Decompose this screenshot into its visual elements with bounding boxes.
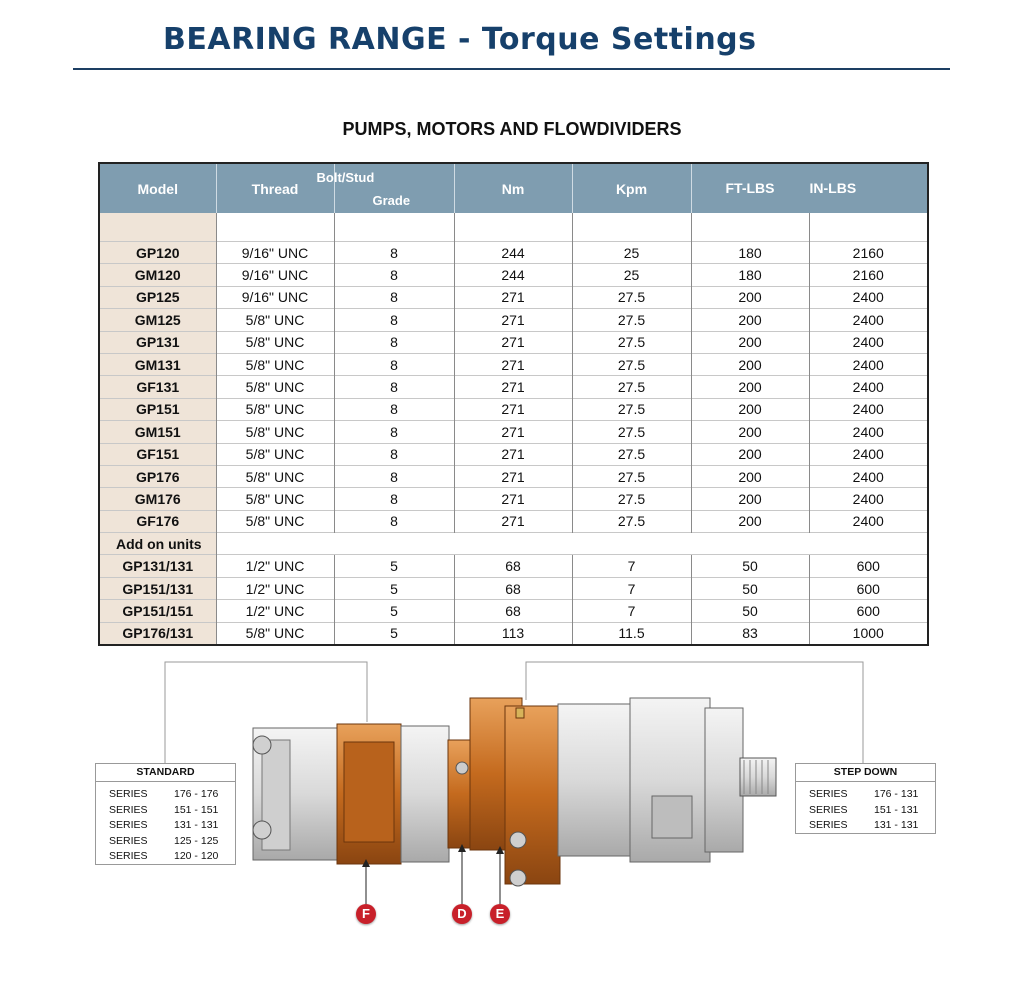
cell-ft: 50: [691, 555, 809, 577]
cell-ft: 200: [691, 510, 809, 532]
cell-in: 2400: [809, 443, 928, 465]
series-row: [796, 818, 935, 834]
cell-nm: 68: [454, 577, 572, 599]
table-row: [99, 309, 928, 331]
column-header-lbs: [691, 163, 928, 213]
table-row: [99, 331, 928, 353]
table-row: [99, 555, 928, 577]
column-header-ft-lbs: FT-LBS: [725, 180, 775, 196]
table-row: [99, 398, 928, 420]
series-row: [96, 834, 235, 850]
cell-nm: 113: [454, 622, 572, 645]
column-header-thread: Thread: [216, 163, 334, 213]
cell-thread: 5/8" UNC: [216, 331, 334, 353]
series-value: 176 - 176: [174, 788, 219, 800]
cell-in: 2400: [809, 286, 928, 308]
cell-ft: 50: [691, 600, 809, 622]
series-value: 131 - 131: [874, 819, 919, 831]
cell-kpm: 27.5: [572, 488, 691, 510]
series-label: SERIES: [809, 803, 848, 816]
cell-ft: 180: [691, 242, 809, 264]
cell-ft: 200: [691, 353, 809, 375]
column-header-in-lbs: IN-LBS: [809, 180, 857, 196]
column-header-grade: Grade: [372, 193, 411, 208]
cell-kpm: 27.5: [572, 421, 691, 443]
title-divider: [73, 68, 950, 70]
cell-thread: 5/8" UNC: [216, 465, 334, 487]
column-header-nm: Nm: [454, 163, 572, 213]
cell-grade: 8: [334, 443, 454, 465]
cell-in: 2400: [809, 353, 928, 375]
cell-in: 2400: [809, 309, 928, 331]
cell-in: 2160: [809, 242, 928, 264]
cell-thread: 9/16" UNC: [216, 286, 334, 308]
series-label: SERIES: [109, 819, 148, 831]
cell-model: GP176/131: [99, 622, 216, 645]
cell-model: GM176: [99, 488, 216, 510]
cell-model: GP120: [99, 242, 216, 264]
page-title: BEARING RANGE - Torque Settings: [163, 22, 757, 57]
cell-model: GF131: [99, 376, 216, 398]
table-row: [99, 465, 928, 487]
series-value: 125 - 125: [174, 834, 219, 847]
cell-thread: 9/16" UNC: [216, 242, 334, 264]
cell-grade: 8: [334, 331, 454, 353]
cell-kpm: 27.5: [572, 353, 691, 375]
cell-nm: 68: [454, 600, 572, 622]
series-label: SERIES: [109, 788, 148, 800]
cell-kpm: 27.5: [572, 286, 691, 308]
cell-grade: 5: [334, 622, 454, 645]
cell-in: 2400: [809, 510, 928, 532]
table-row: [99, 264, 928, 286]
series-label: SERIES: [109, 850, 148, 862]
cell-kpm: 27.5: [572, 443, 691, 465]
cell-nm: 271: [454, 488, 572, 510]
cell-model: GM125: [99, 309, 216, 331]
cell-nm: 271: [454, 465, 572, 487]
table-header-row: [99, 163, 928, 213]
cell-kpm: 27.5: [572, 309, 691, 331]
cell-model: GP151: [99, 398, 216, 420]
cell-model: GM151: [99, 421, 216, 443]
series-label: SERIES: [109, 803, 148, 816]
cell-grade: 8: [334, 264, 454, 286]
cell-grade: 8: [334, 286, 454, 308]
cell-kpm: 25: [572, 264, 691, 286]
cell-in: 2400: [809, 488, 928, 510]
table-row: [99, 600, 928, 622]
table-row: [99, 376, 928, 398]
series-row: [96, 818, 235, 834]
addon-section-label: Add on units: [99, 533, 216, 555]
series-value: 176 - 131: [874, 788, 919, 800]
marker-e: E: [490, 904, 510, 924]
cell-grade: 8: [334, 465, 454, 487]
pump-diagram: [0, 650, 1024, 981]
cell-ft: 180: [691, 264, 809, 286]
cell-nm: 271: [454, 421, 572, 443]
cell-model: GP176: [99, 465, 216, 487]
table-row: [99, 510, 928, 532]
table-row: [99, 421, 928, 443]
cell-in: 600: [809, 555, 928, 577]
cell-grade: 8: [334, 510, 454, 532]
column-header-bolt-stud: Bolt/Stud: [316, 170, 375, 185]
cell-kpm: 27.5: [572, 465, 691, 487]
cell-kpm: 7: [572, 577, 691, 599]
cell-model: GP131/131: [99, 555, 216, 577]
cell-nm: 271: [454, 376, 572, 398]
cell-in: 1000: [809, 622, 928, 645]
cell-thread: 5/8" UNC: [216, 488, 334, 510]
cell-thread: 5/8" UNC: [216, 510, 334, 532]
cell-in: 2400: [809, 421, 928, 443]
series-row: [96, 803, 235, 819]
cell-model: GP151/151: [99, 600, 216, 622]
cell-nm: 244: [454, 264, 572, 286]
cell-nm: 271: [454, 353, 572, 375]
cell-kpm: 27.5: [572, 376, 691, 398]
cell-grade: 8: [334, 376, 454, 398]
cell-thread: 1/2" UNC: [216, 577, 334, 599]
cell-model: GM120: [99, 264, 216, 286]
cell-model: GF176: [99, 510, 216, 532]
cell-nm: 271: [454, 309, 572, 331]
cell-nm: 271: [454, 398, 572, 420]
standard-title: STANDARD: [96, 764, 235, 782]
cell-kpm: 27.5: [572, 510, 691, 532]
cell-kpm: 27.5: [572, 398, 691, 420]
series-row: [796, 787, 935, 803]
cell-grade: 8: [334, 488, 454, 510]
cell-thread: 1/2" UNC: [216, 600, 334, 622]
cell-ft: 200: [691, 465, 809, 487]
cell-in: 2400: [809, 398, 928, 420]
series-value: 131 - 131: [174, 819, 219, 831]
cell-kpm: 7: [572, 600, 691, 622]
table-row: [99, 353, 928, 375]
cell-in: 2400: [809, 331, 928, 353]
cell-model: GM131: [99, 353, 216, 375]
marker-d: D: [452, 904, 472, 924]
cell-model: GP131: [99, 331, 216, 353]
column-header-model: Model: [99, 163, 216, 213]
cell-nm: 271: [454, 331, 572, 353]
column-header-kpm: Kpm: [572, 163, 691, 213]
series-value: 151 - 151: [174, 803, 219, 816]
table-body: [99, 213, 928, 645]
cell-thread: 9/16" UNC: [216, 264, 334, 286]
cell-model: GF151: [99, 443, 216, 465]
cell-thread: 5/8" UNC: [216, 443, 334, 465]
cell-kpm: 25: [572, 242, 691, 264]
cell-thread: 5/8" UNC: [216, 421, 334, 443]
cell-thread: 5/8" UNC: [216, 398, 334, 420]
series-label: SERIES: [809, 788, 848, 800]
cell-in: 600: [809, 577, 928, 599]
series-row: [96, 849, 235, 865]
cell-grade: 5: [334, 555, 454, 577]
cell-ft: 200: [691, 443, 809, 465]
table-row: [99, 488, 928, 510]
cell-model: GP125: [99, 286, 216, 308]
torque-table: [98, 162, 929, 646]
cell-kpm: 11.5: [572, 622, 691, 645]
table-row: [99, 286, 928, 308]
cell-nm: 244: [454, 242, 572, 264]
step-down-series-box: [795, 763, 936, 834]
cell-kpm: 7: [572, 555, 691, 577]
cell-ft: 50: [691, 577, 809, 599]
cell-thread: 5/8" UNC: [216, 309, 334, 331]
cell-in: 2160: [809, 264, 928, 286]
cell-nm: 271: [454, 510, 572, 532]
cell-thread: 5/8" UNC: [216, 376, 334, 398]
cell-grade: 5: [334, 577, 454, 599]
cell-grade: 8: [334, 242, 454, 264]
cell-grade: 8: [334, 398, 454, 420]
cell-model: GP151/131: [99, 577, 216, 599]
marker-f: F: [356, 904, 376, 924]
cell-grade: 8: [334, 309, 454, 331]
table-row: [99, 443, 928, 465]
series-row: [796, 803, 935, 819]
cell-ft: 200: [691, 286, 809, 308]
table-row: [99, 242, 928, 264]
table-row: [99, 622, 928, 645]
cell-nm: 271: [454, 286, 572, 308]
series-value: 120 - 120: [174, 850, 219, 862]
cell-ft: 200: [691, 376, 809, 398]
series-row: [96, 787, 235, 803]
standard-series-list: [96, 782, 235, 865]
cell-ft: 200: [691, 331, 809, 353]
cell-in: 600: [809, 600, 928, 622]
table-row: [99, 577, 928, 599]
cell-ft: 200: [691, 398, 809, 420]
column-header-bolt-grade: [316, 163, 454, 213]
table-heading: PUMPS, MOTORS AND FLOWDIVIDERS: [342, 119, 682, 139]
cell-ft: 200: [691, 309, 809, 331]
standard-series-box: [95, 763, 236, 865]
cell-grade: 8: [334, 421, 454, 443]
addon-section-row: [99, 533, 928, 555]
series-label: SERIES: [809, 819, 848, 831]
series-label: SERIES: [109, 834, 148, 847]
cell-in: 2400: [809, 465, 928, 487]
cell-thread: 5/8" UNC: [216, 353, 334, 375]
cell-ft: 200: [691, 488, 809, 510]
step-down-series-list: [796, 782, 935, 834]
cell-ft: 200: [691, 421, 809, 443]
table-spacer-row: [99, 213, 928, 242]
cell-ft: 83: [691, 622, 809, 645]
cell-nm: 68: [454, 555, 572, 577]
cell-thread: 1/2" UNC: [216, 555, 334, 577]
step-down-title: STEP DOWN: [796, 764, 935, 782]
cell-thread: 5/8" UNC: [216, 622, 334, 645]
cell-grade: 5: [334, 600, 454, 622]
cell-grade: 8: [334, 353, 454, 375]
cell-kpm: 27.5: [572, 331, 691, 353]
cell-nm: 271: [454, 443, 572, 465]
cell-in: 2400: [809, 376, 928, 398]
series-value: 151 - 131: [874, 803, 919, 816]
